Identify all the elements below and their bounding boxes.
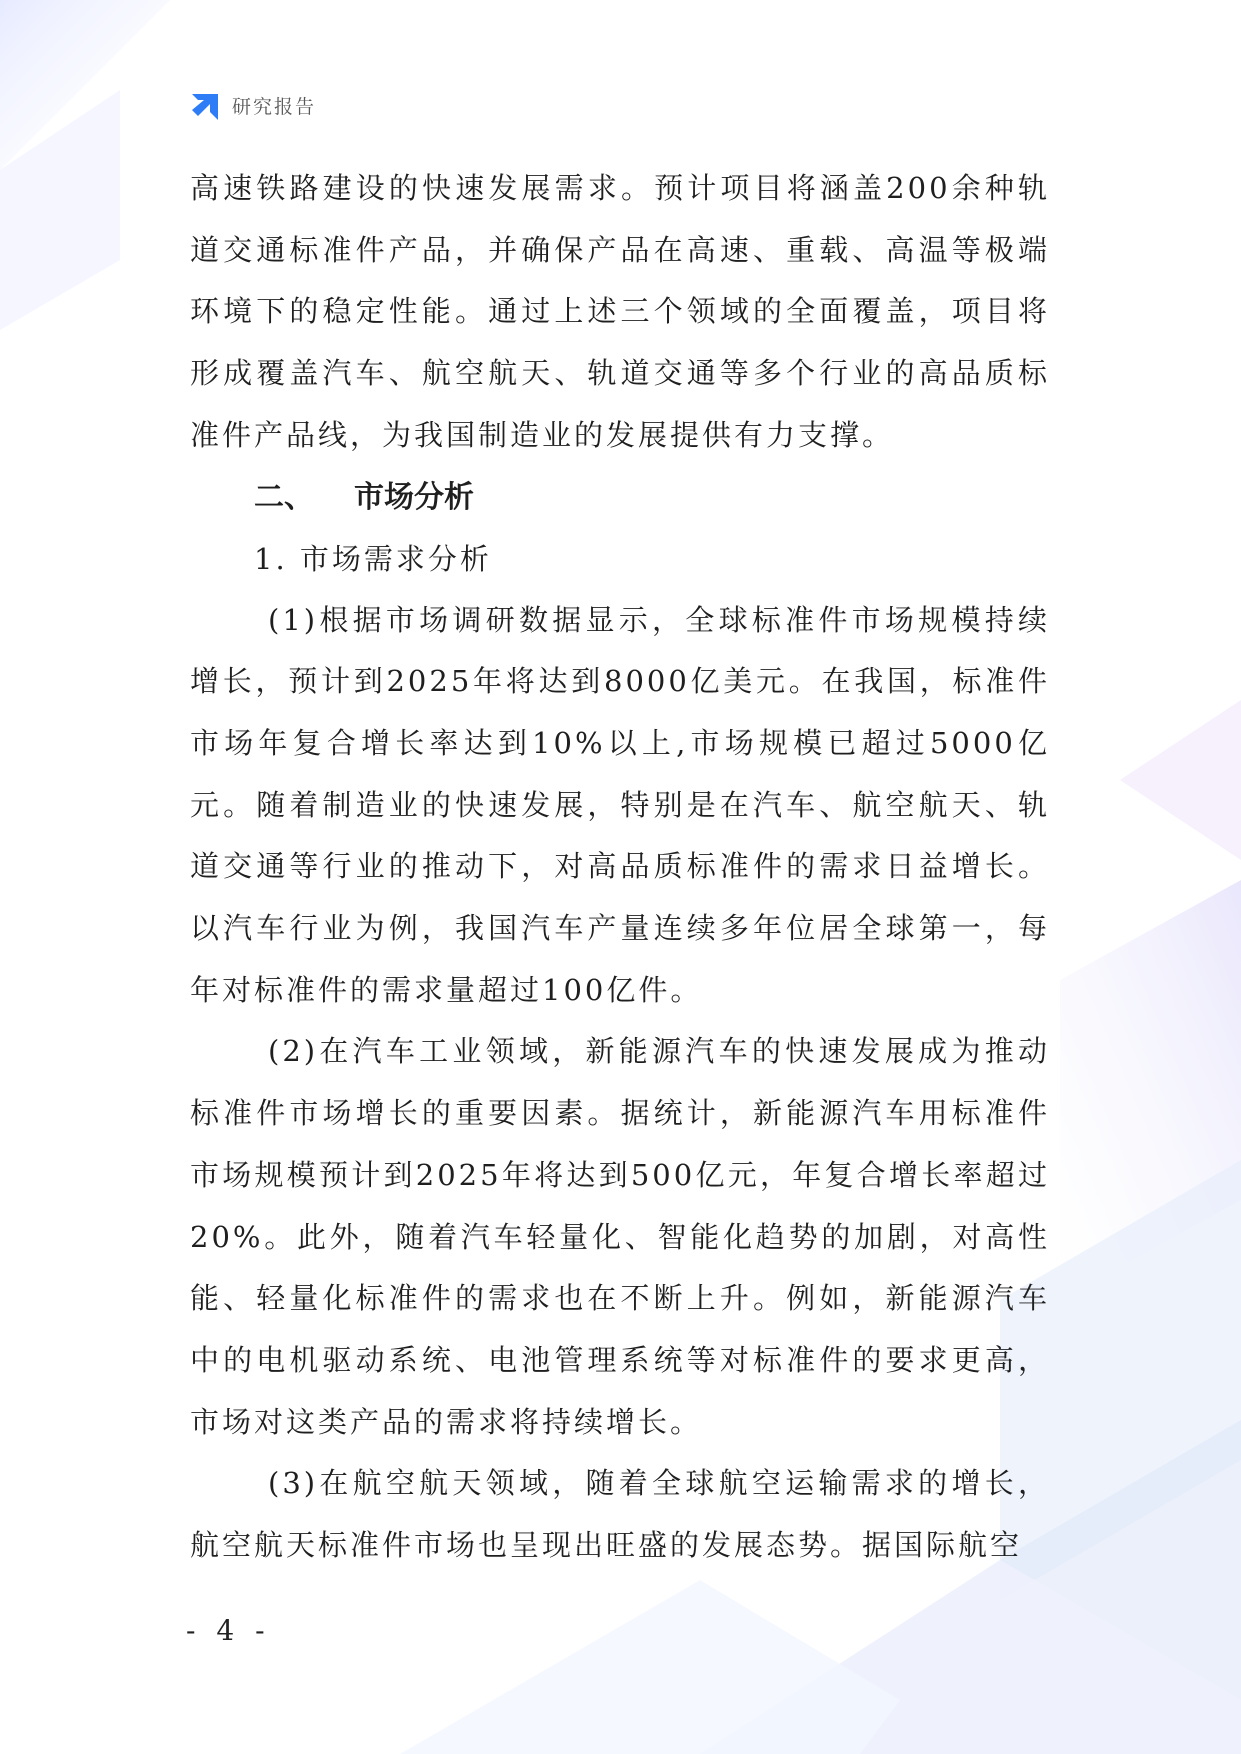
section-heading (190, 467, 1050, 529)
arrow-up-right-logo-icon (188, 88, 222, 122)
page-number: - 4 - (186, 1614, 271, 1647)
paragraph-continued: 高速铁路建设的快速发展需求。预计项目将涵盖200余种轨道交通标准件产品，并确保产品在高速、重载、高温等极端环境下的稳定性能。通过上述三个领域的全面覆盖，项目将形成覆盖汽车、航空航天、轨道交通等多个行业的高品质标准件产品线，为我国制造业的发展提供有力支撑。 (190, 171, 1050, 452)
header-label: 研究报告 (232, 95, 317, 118)
document-body (190, 158, 1050, 1577)
paragraph-3: (3)在航空航天领域，随着全球航空运输需求的增长，航空航天标准件市场也呈现出旺盛的发展态势。据国际航空 (190, 1466, 1050, 1563)
subsection-heading: 1. 市场需求分析 (254, 541, 492, 576)
paragraph-1: (1)根据市场调研数据显示，全球标准件市场规模持续增长，预计到2025年将达到8000亿美元。在我国，标准件市场年复合增长率达到10%以上,市场规模已超过5000亿元。随着制造业的快速发展，特别是在汽车、航空航天、轨道交通等行业的推动下，对高品质标准件的需求日益增长。以汽车行业为例，我国汽车产量连续多年位居全球第一，每年对标准件的需求量超过100亿件。 (190, 602, 1050, 1007)
section-number: 二、 (254, 479, 314, 515)
section-title: 市场分析 (354, 479, 474, 515)
paragraph-2: (2)在汽车工业领域，新能源汽车的快速发展成为推动标准件市场增长的重要因素。据统计，新能源汽车用标准件市场规模预计到2025年将达到500亿元，年复合增长率超过20%。此外，随着汽车轻量化、智能化趋势的加剧，对高性能、轻量化标准件的需求也在不断上升。例如，新能源汽车中的电机驱动系统、电池管理系统等对标准件的要求更高，市场对这类产品的需求将持续增长。 (190, 1034, 1050, 1439)
report-header (188, 88, 316, 122)
